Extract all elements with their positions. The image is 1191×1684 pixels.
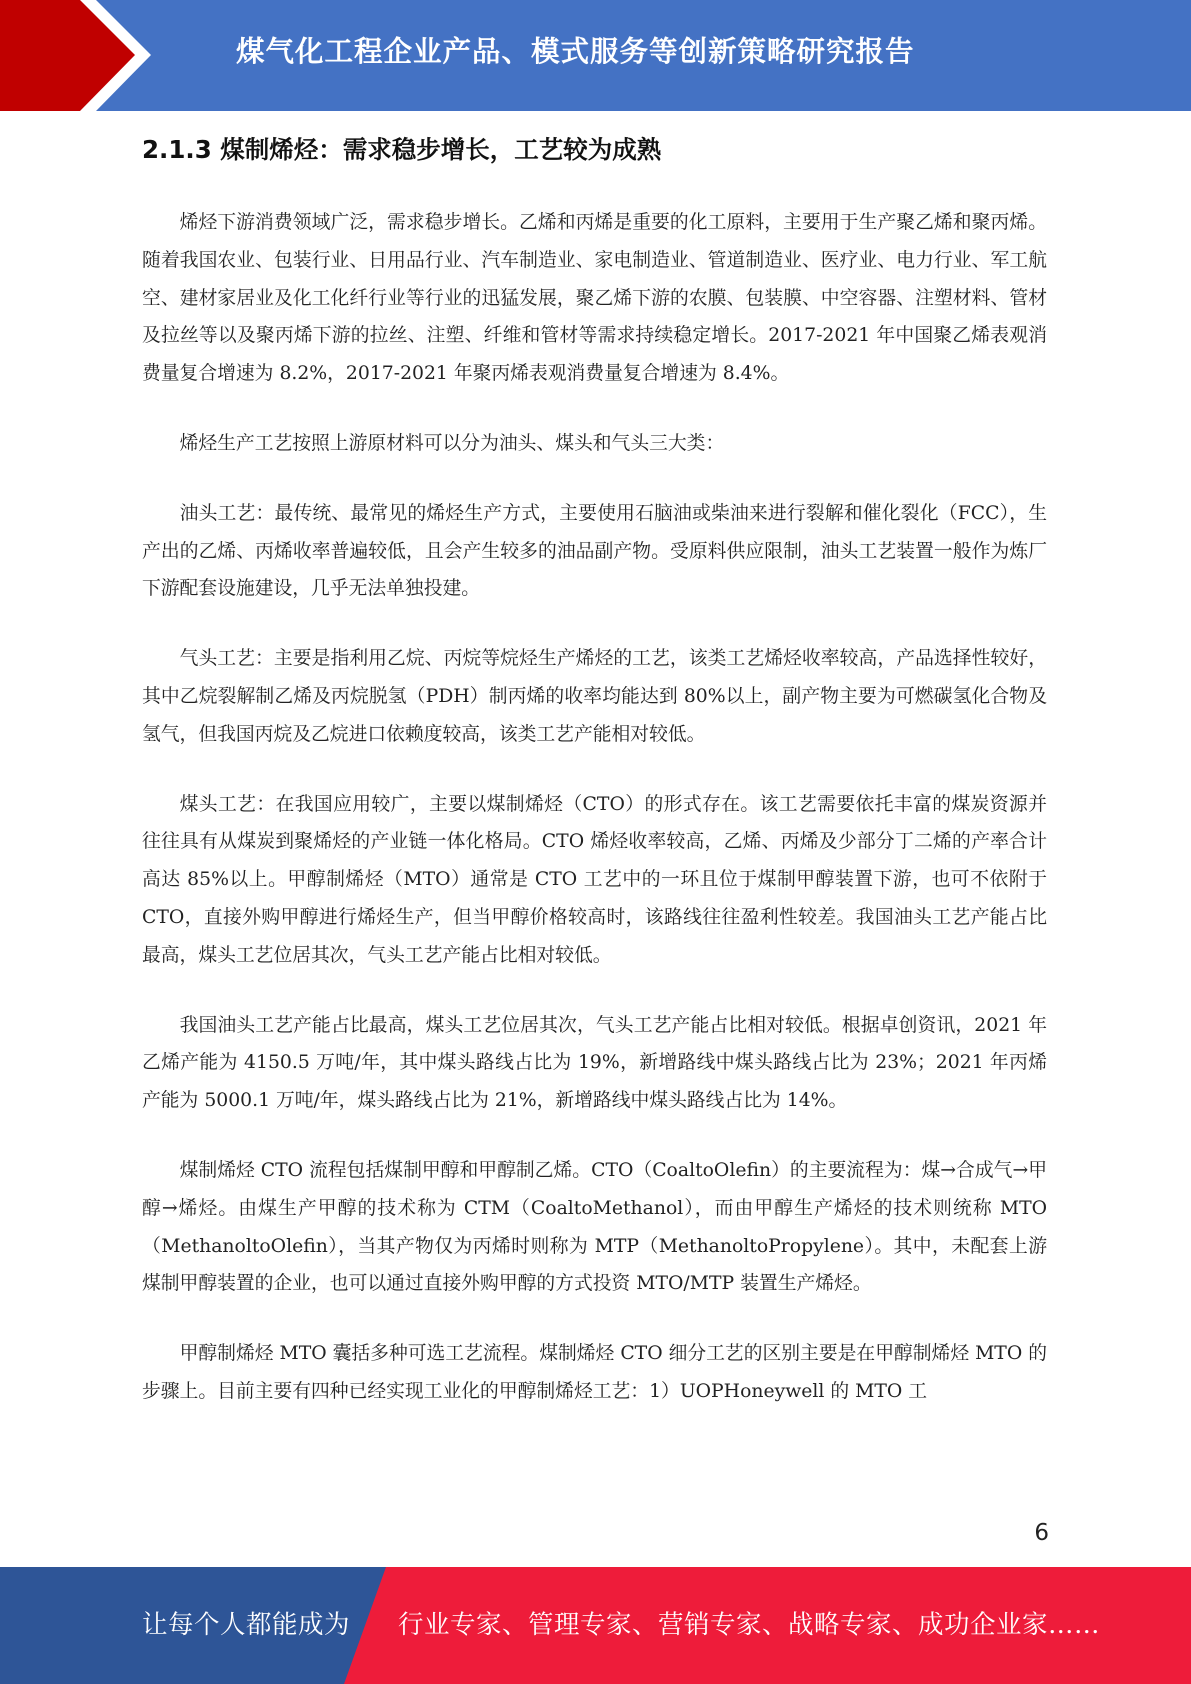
paragraph: 烯烃生产工艺按照上游原材料可以分为油头、煤头和气头三大类： bbox=[179, 432, 725, 454]
page-number: 6 bbox=[1034, 1520, 1049, 1546]
footer-banner bbox=[0, 1567, 1191, 1684]
footer-slogan-right: 行业专家、管理专家、营销专家、战略专家、成功企业家…… bbox=[398, 1610, 1101, 1640]
report-title: 煤气化工程企业产品、模式服务等创新策略研究报告 bbox=[236, 35, 915, 68]
body-content bbox=[142, 204, 1047, 1443]
section-heading: 2.1.3 煤制烯烃：需求稳步增长，工艺较为成熟 bbox=[142, 135, 662, 164]
footer-slogan-left: 让每个人都能成为 bbox=[142, 1610, 351, 1640]
header-banner bbox=[0, 0, 1191, 111]
paragraph: 烯烃下游消费领域广泛，需求稳步增长。乙烯和丙烯是重要的化工原料，主要用于生产聚乙烯和聚丙烯。随着我国农业、包装行业、日用品行业、汽车制造业、家电制造业、管道制造业、医疗业、电力行业、军工航空、建材家居业及化工化纤行业等行业的迅猛发展，聚乙烯下游的农膜、包装膜、中空容器、注塑材料、管材及拉丝等以及聚丙烯下游的拉丝、注塑、纤维和管材等需求持续稳定增长。2017-2021 年中国聚乙烯表观消费量复合增速为 8.2%，2017-2021 年聚丙烯表观消费量复合增速为 8.4%。 bbox=[142, 212, 1047, 385]
paragraph: 我国油头工艺产能占比最高，煤头工艺位居其次，气头工艺产能占比相对较低。根据卓创资讯，2021 年乙烯产能为 4150.5 万吨/年，其中煤头路线占比为 19%，新增路线中煤头路线占比为 23%；2021 年丙烯产能为 5000.1 万吨/年，煤头路线占比为 21%，新增路线中煤头路线占比为 14%。 bbox=[142, 1014, 1047, 1112]
paragraph: 油头工艺：最传统、最常见的烯烃生产方式，主要使用石脑油或柴油来进行裂解和催化裂化（FCC），生产出的乙烯、丙烯收率普遍较低，且会产生较多的油品副产物。受原料供应限制，油头工艺装置一般作为炼厂下游配套设施建设，几乎无法单独投建。 bbox=[142, 502, 1047, 600]
paragraph: 煤制烯烃 CTO 流程包括煤制甲醇和甲醇制乙烯。CTO（CoaltoOlefin）的主要流程为：煤→合成气→甲醇→烯烃。由煤生产甲醇的技术称为 CTM（CoaltoMethanol），而由甲醇生产烯烃的技术则统称 MTO（MethanoltoOlefin），当其产物仅为丙烯时则称为 MTP（MethanoltoPropylene）。其中，未配套上游煤制甲醇装置的企业，也可以通过直接外购甲醇的方式投资 MTO/MTP 装置生产烯烃。 bbox=[142, 1159, 1047, 1295]
paragraph: 煤头工艺：在我国应用较广，主要以煤制烯烃（CTO）的形式存在。该工艺需要依托丰富的煤炭资源并往往具有从煤炭到聚烯烃的产业链一体化格局。CTO 烯烃收率较高，乙烯、丙烯及少部分丁二烯的产率合计高达 85%以上。甲醇制烯烃（MTO）通常是 CTO 工艺中的一环且位于煤制甲醇装置下游，也可不依附于 CTO，直接外购甲醇进行烯烃生产，但当甲醇价格较高时，该路线往往盈利性较差。我国油头工艺产能占比最高，煤头工艺位居其次，气头工艺产能占比相对较低。 bbox=[142, 793, 1047, 966]
paragraph: 甲醇制烯烃 MTO 囊括多种可选工艺流程。煤制烯烃 CTO 细分工艺的区别主要是在甲醇制烯烃 MTO 的步骤上。目前主要有四种已经实现工业化的甲醇制烯烃工艺：1）UOPHoneywell 的 MTO 工 bbox=[142, 1343, 1047, 1402]
paragraph: 气头工艺：主要是指利用乙烷、丙烷等烷烃生产烯烃的工艺，该类工艺烯烃收率较高，产品选择性较好，其中乙烷裂解制乙烯及丙烷脱氢（PDH）制丙烯的收率均能达到 80%以上，副产物主要为可燃碳氢化合物及氢气，但我国丙烷及乙烷进口依赖度较高，该类工艺产能相对较低。 bbox=[142, 648, 1047, 745]
